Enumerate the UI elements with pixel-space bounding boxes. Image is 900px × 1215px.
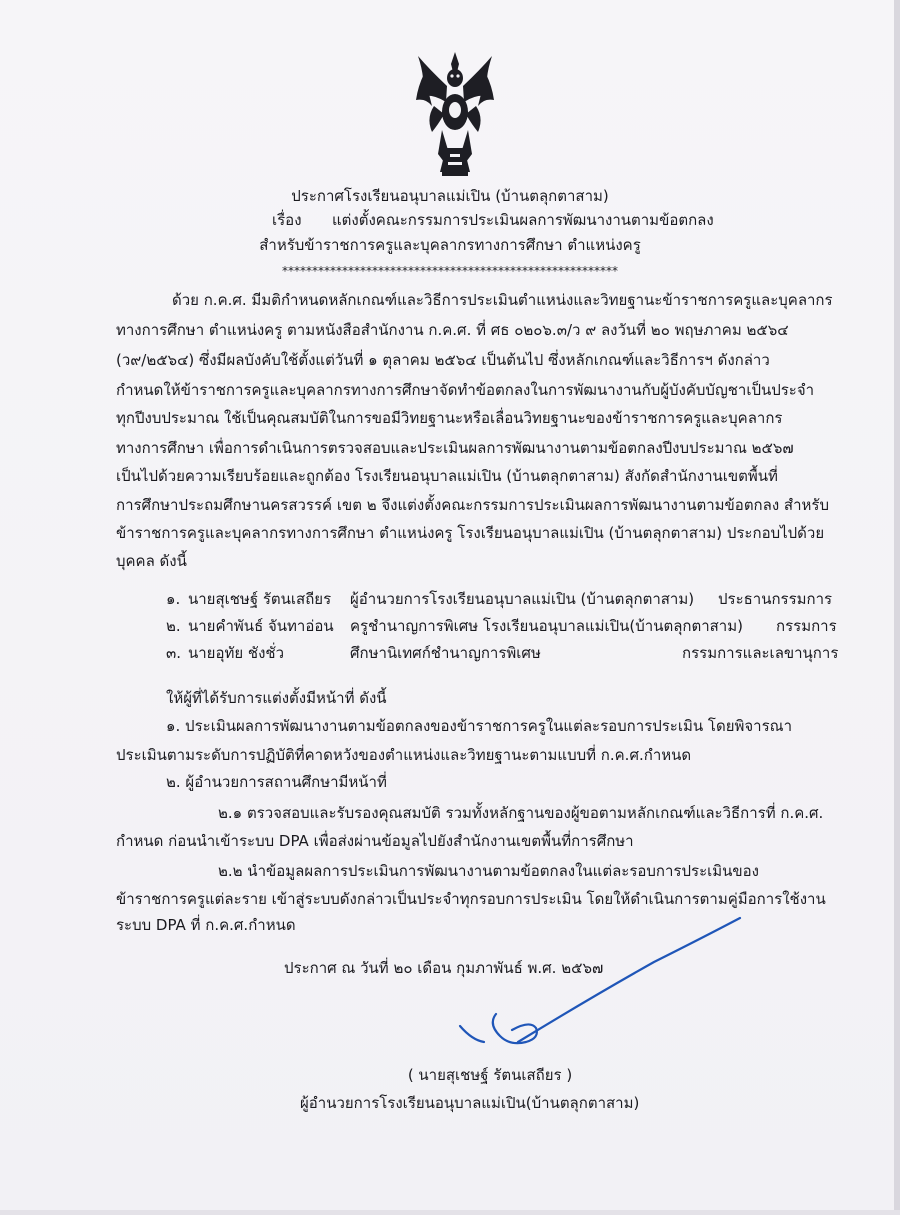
paragraph-line: ข้าราชการครูและบุคลากรทางการศึกษา ตำแหน่งครู โรงเรียนอนุบาลแม่เปิน (บ้านตลุกตาสาม) ประกอบไปด้วย <box>116 524 825 542</box>
duties-intro: ให้ผู้ที่ได้รับการแต่งตั้งมีหน้าที่ ดังนี้ <box>166 689 387 707</box>
paragraph-line: กำหนดให้ข้าราชการครูและบุคลากรทางการศึกษาจัดทำข้อตกลงในการพัฒนางานกับผู้บังคับบัญชาเป็นประจำ <box>116 381 815 399</box>
committee-name: นายอุทัย ชังชั่ว <box>188 644 285 662</box>
duty-1-line2: ประเมินตามระดับการปฏิบัติที่คาดหวังของตำแหน่งและวิทยฐานะตามแบบที่ ก.ค.ศ.กำหนด <box>116 746 692 764</box>
committee-role: กรรมการและเลขานุการ <box>682 644 839 662</box>
garuda-emblem-icon <box>412 50 498 178</box>
paragraph-line: (ว๙/๒๕๖๔) ซึ่งมีผลบังคับใช้ตั้งแต่วันที่ ๑ ตุลาคม ๒๕๖๔ เป็นต้นไป ซึ่งหลักเกณฑ์และวิธีการฯ ดังกล่าว <box>116 351 770 369</box>
duty-2-1-line1: ๒.๑ ตรวจสอบและรับรองคุณสมบัติ รวมทั้งหลักฐานของผู้ขอตามหลักเกณฑ์และวิธีการที่ ก.ค.ศ. <box>218 804 824 822</box>
duty-2-1-line2: กำหนด ก่อนนำเข้าระบบ DPA เพื่อส่งผ่านข้อมูลไปยังสำนักงานเขตพื้นที่การศึกษา <box>116 832 634 850</box>
duty-2-2-line1: ๒.๒ นำข้อมูลผลการประเมินการพัฒนางานตามข้อตกลงในแต่ละรอบการประเมินของ <box>218 862 759 880</box>
handwritten-signature <box>440 908 780 1058</box>
duty-1-line1: ๑. ประเมินผลการพัฒนางานตามข้อตกลงของข้าราชการครูในแต่ละรอบการประเมิน โดยพิจารณา <box>166 717 792 735</box>
committee-no: ๒. <box>166 617 181 635</box>
separator-line: ******************************************************** <box>282 264 618 278</box>
page-edge <box>0 1210 900 1215</box>
signatory-position: ผู้อำนวยการโรงเรียนอนุบาลแม่เปิน(บ้านตลุกตาสาม) <box>300 1094 640 1112</box>
paragraph-line: การศึกษาประถมศึกษานครสวรรค์ เขต ๒ จึงแต่งตั้งคณะกรรมการประเมินผลการพัฒนางานตามข้อตกลง สำหรับ <box>116 496 829 514</box>
duty-2-2-line2: ข้าราชการครูแต่ละราย เข้าสู่ระบบดังกล่าวเป็นประจำทุกรอบการประเมิน โดยให้ดำเนินการตามคู่มือการใช้งาน <box>116 890 826 908</box>
paragraph-line: ทุกปีงบประมาณ ใช้เป็นคุณสมบัติในการขอมีวิทยฐานะหรือเลื่อนวิทยฐานะของข้าราชการครูและบุคลากร <box>116 409 783 427</box>
committee-no: ๓. <box>166 644 182 662</box>
duty-2: ๒. ผู้อำนวยการสถานศึกษามีหน้าที่ <box>166 773 387 791</box>
committee-role: กรรมการ <box>776 617 837 635</box>
paragraph-line: ด้วย ก.ค.ศ. มีมติกำหนดหลักเกณฑ์และวิธีการประเมินตำแหน่งและวิทยฐานะข้าราชการครูและบุคลากร <box>172 291 833 309</box>
committee-name: นายคำพันธ์ จันทาอ่อน <box>188 617 334 635</box>
signatory-name: ( นายสุเชษฐ์ รัตนเสถียร ) <box>407 1066 573 1084</box>
committee-no: ๑. <box>166 590 181 608</box>
announcement-date: ประกาศ ณ วันที่ ๒๐ เดือน กุมภาพันธ์ พ.ศ. ๒๕๖๗ <box>284 959 604 977</box>
paragraph-line: บุคคล ดังนี้ <box>116 552 187 570</box>
committee-role: ประธานกรรมการ <box>718 590 833 608</box>
paragraph-line: เป็นไปด้วยความเรียบร้อยและถูกต้อง โรงเรียนอนุบาลแม่เปิน (บ้านตลุกตาสาม) สังกัดสำนักงานเขตพื้นที่ <box>116 467 778 485</box>
page-edge <box>894 0 900 1215</box>
committee-position: ศึกษานิเทศก์ชำนาญการพิเศษ <box>350 644 541 662</box>
subject-text: แต่งตั้งคณะกรรมการประเมินผลการพัฒนางานตามข้อตกลง <box>332 211 714 229</box>
paragraph-line: ทางการศึกษา เพื่อการดำเนินการตรวจสอบและประเมินผลการพัฒนางานตามข้อตกลงปีงบประมาณ ๒๕๖๗ <box>116 439 794 457</box>
announcement-title: ประกาศโรงเรียนอนุบาลแม่เปิน (บ้านตลุกตาสาม) <box>291 187 609 205</box>
committee-position: ครูชำนาญการพิเศษ โรงเรียนอนุบาลแม่เปิน(บ้านตลุกตาสาม) <box>350 617 743 635</box>
subject-label: เรื่อง <box>272 211 302 229</box>
committee-name: นายสุเชษฐ์ รัตนเสถียร <box>188 590 332 608</box>
subtitle: สำหรับข้าราชการครูและบุคลากรทางการศึกษา ตำแหน่งครู <box>259 236 641 254</box>
paragraph-line: ทางการศึกษา ตำแหน่งครู ตามหนังสือสำนักงาน ก.ค.ศ. ที่ ศธ ๐๒๐๖.๓/ว ๙ ลงวันที่ ๒๐ พฤษภาคม ๒๕๖๔ <box>116 321 789 339</box>
duty-2-2-line3: ระบบ DPA ที่ ก.ค.ศ.กำหนด <box>116 916 296 934</box>
committee-position: ผู้อำนวยการโรงเรียนอนุบาลแม่เปิน (บ้านตลุกตาสาม) <box>350 590 695 608</box>
